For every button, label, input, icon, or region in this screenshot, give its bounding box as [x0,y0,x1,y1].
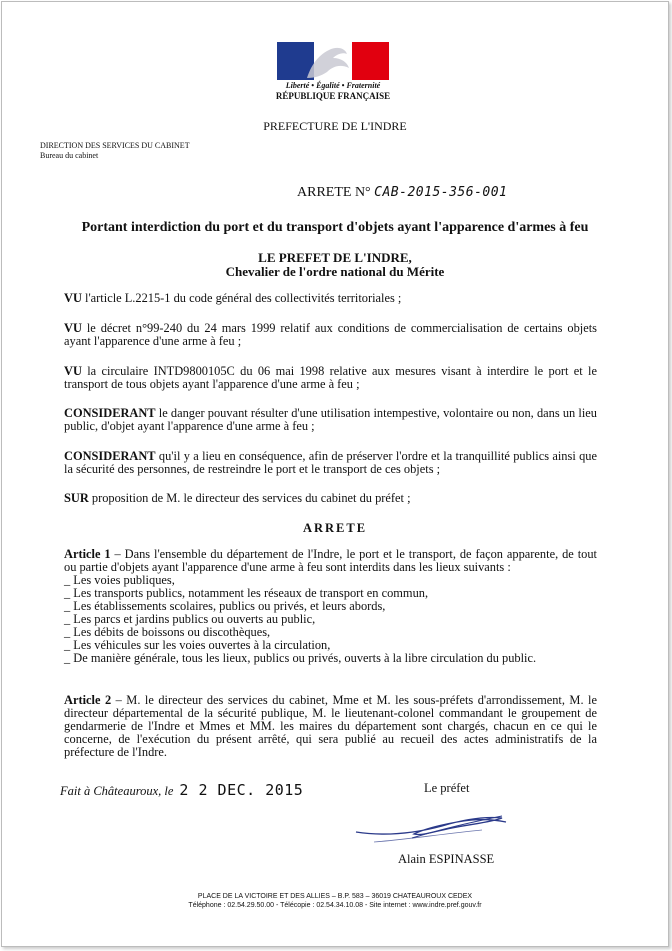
footer [2,892,668,910]
consideration-2 [64,322,597,348]
consideration-lead: VU [64,291,82,305]
article-2-text: – M. le directeur des services du cabinet, Mme et M. les sous-préfets d'arrondissement, M. le directeur départemental de la sécurité publique, M. le lieutenant-colonel commandant le groupement de gendarmerie de l'Indre et Mmes et MM. les maires du département sont chargés, chacun en ce qui le concerne, de l'exécution du présent arrêté, qui sera publié au recueil des actes administratifs de la préfecture de l'Indre. [64,693,597,759]
marianne-flag-icon [277,42,389,80]
signer-name: Alain ESPINASSE [398,852,495,866]
direction-block [40,141,190,161]
bureau-name: Bureau du cabinet [40,151,99,160]
consideration-text: proposition de M. le directeur des services du cabinet du préfet ; [88,491,411,505]
list-item: _ Les transports publics, notamment les réseaux de transport en commun, [64,586,429,600]
prefet-line2: Chevalier de l'ordre national du Mérite [225,264,445,279]
footer-contact: Téléphone : 02.54.29.50.00 - Télécopie : 02.54.34.10.08 - Site internet : www.indre.pref.gouv.fr [188,902,482,909]
consideration-lead: CONSIDERANT [64,406,156,420]
list-item: _ Les voies publiques, [64,573,175,587]
article-1 [64,548,597,665]
signature-icon [352,802,512,850]
direction-name: DIRECTION DES SERVICES DU CABINET [40,141,190,150]
consideration-1 [64,292,597,305]
consideration-text: qu'il y a lieu en conséquence, afin de préserver l'ordre et la tranquillité publics ainsi que la sécurité des personnes, de restreindre le port et le transport de ces objets ; [64,449,597,476]
consideration-3 [64,365,597,391]
prefet-line1: LE PREFET DE L'INDRE, [258,250,412,265]
marianne-logo [274,42,392,101]
arrete-heading: ARRETE [302,521,368,535]
prefet-role: Le préfet [424,781,470,795]
consideration-lead: CONSIDERANT [64,449,156,463]
article-1-list [64,574,597,665]
article-2 [64,694,597,759]
list-item: _ De manière générale, tous les lieux, publics ou privés, ouverts à la libre circulation du public. [64,651,537,665]
consideration-text: l'article L.2215-1 du code général des collectivités territoriales ; [81,291,402,305]
arrete-handwritten-number: CAB-2015-356-001 [374,185,508,200]
consideration-4 [64,407,597,433]
fait-a-label: Fait à Châteauroux, le [60,784,174,798]
list-item: _ Les parcs et jardins publics ou ouverts au public, [64,612,316,626]
consideration-lead: VU [64,321,82,335]
consideration-text: la circulaire INTD9800105C du 06 mai 1998 relative aux mesures visant à interdire le port et le transport de tous objets ayant l'apparence d'une arme à feu ; [64,364,597,391]
consideration-6 [64,492,597,505]
consideration-5 [64,450,597,476]
document-title: Portant interdiction du port et du transport d'objets ayant l'apparence d'armes à feu [81,220,589,235]
footer-address: PLACE DE LA VICTOIRE ET DES ALLIES – B.P. 583 – 36019 CHATEAUROUX CEDEX [197,893,473,900]
prefecture-title: PREFECTURE DE L'INDRE [263,119,407,133]
prefet-heading [2,251,668,279]
article-1-lead: Article 1 [64,547,111,561]
article-2-lead: Article 2 [64,693,112,707]
list-item: _ Les débits de boissons ou discothèques, [64,625,271,639]
republic-text: RÉPUBLIQUE FRANÇAISE [275,91,391,101]
consideration-text: le danger pouvant résulter d'une utilisation intempestive, volontaire ou non, dans un lieu public, d'objet ayant l'apparence d'une arme à feu ; [64,406,597,433]
consideration-lead: SUR [64,491,89,505]
date-stamp: 2 2 DEC. 2015 [179,781,304,799]
fait-a-line [60,781,303,799]
article-1-text: – Dans l'ensemble du département de l'Indre, le port et le transport, de façon apparente, de tout ou partie d'objets ayant l'apparence d'une arme à feu sont interdits dans les lieux suivants : [64,547,597,574]
list-item: _ Les établissements scolaires, publics ou privés, et leurs abords, [64,599,386,613]
document-page [1,1,669,947]
motto-text: Liberté • Égalité • Fraternité [285,81,381,90]
list-item: _ Les véhicules sur les voies ouvertes à la circulation, [64,638,331,652]
consideration-lead: VU [64,364,82,378]
consideration-text: le décret n°99-240 du 24 mars 1999 relatif aux conditions de commercialisation de certains objets ayant l'apparence d'une arme à feu ; [64,321,597,348]
arrete-label: ARRETE N° [297,185,371,200]
arrete-number [297,185,507,201]
